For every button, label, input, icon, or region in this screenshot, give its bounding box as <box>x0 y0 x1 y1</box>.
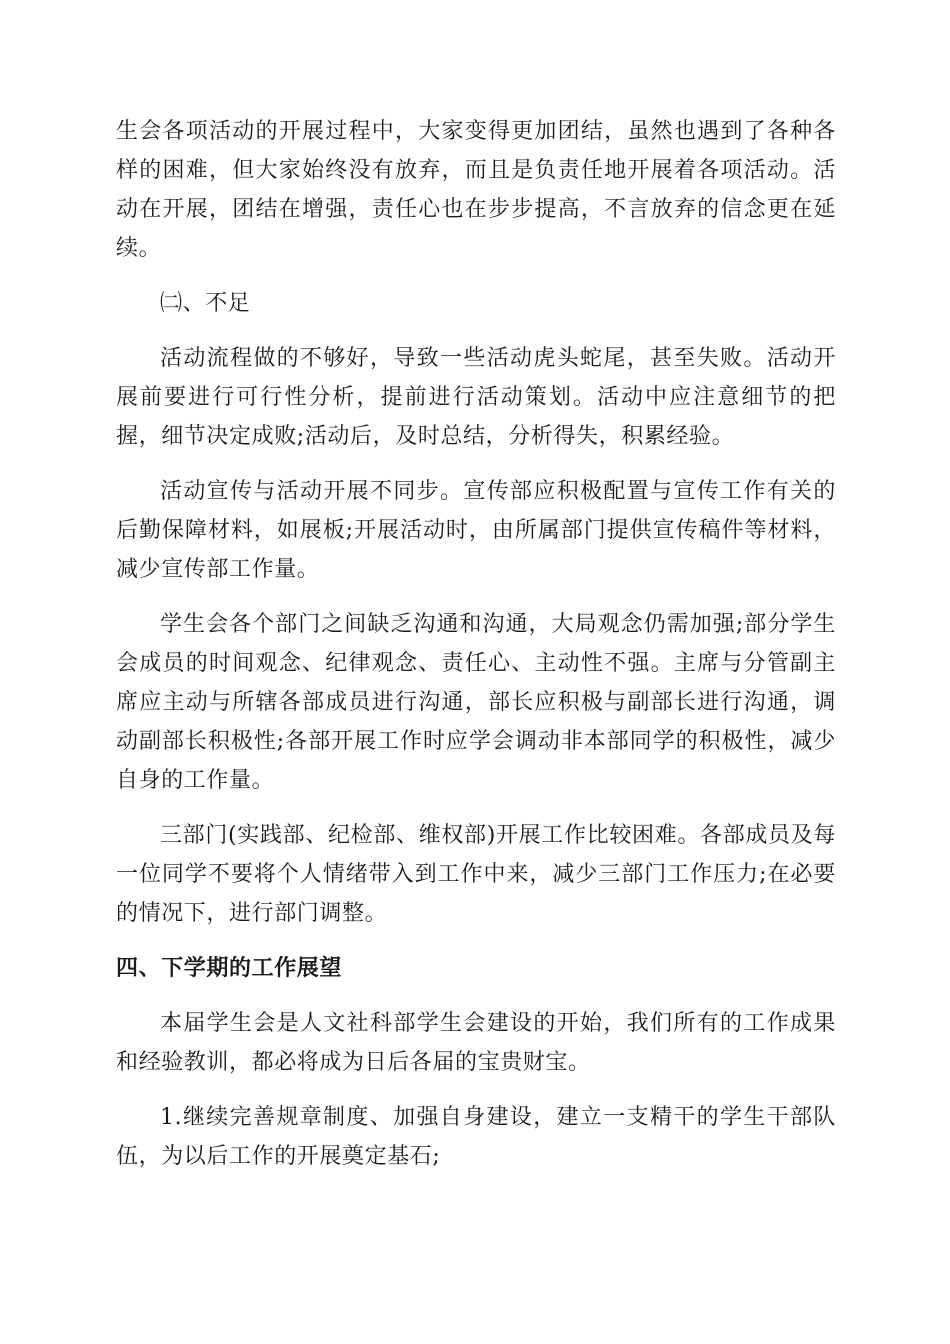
section-heading-outlook: 四、下学期的工作展望 <box>116 956 343 981</box>
paragraph-activity-process: 活动流程做的不够好，导致一些活动虎头蛇尾，甚至失败。活动开展前要进行可行性分析，提前进行活动策划。活动中应注意细节的把握，细节决定成败;活动后，及时总结，分析得失，积累经验。 <box>116 346 836 449</box>
paragraph-communication: 学生会各个部门之间缺乏沟通和沟通，大局观念仍需加强;部分学生会成员的时间观念、纪律观念、责任心、主动性不强。主席与分管副主席应主动与所辖各部成员进行沟通，部长应积极与副部长进行沟通，调动副部长积极性;各部开展工作时应学会调动非本部同学的积极性，减少自身的工作量。 <box>116 612 836 793</box>
subheading-shortcomings: ㈡、不足 <box>160 291 251 316</box>
paragraph-publicity: 活动宣传与活动开展不同步。宣传部应积极配置与宣传工作有关的后勤保障材料，如展板;开展活动时，由所属部门提供宣传稿件等材料，减少宣传部工作量。 <box>116 479 836 582</box>
document-body <box>116 112 836 1192</box>
paragraph-continuation: 生会各项活动的开展过程中，大家变得更加团结，虽然也遇到了各种各样的困难，但大家始终没有放弃，而且是负责任地开展着各项活动。活动在开展，团结在增强，责任心也在步步提高，不言放弃的信念更在延续。 <box>116 119 836 261</box>
list-item-1: 1.继续完善规章制度、加强自身建设，建立一支精干的学生干部队伍，为以后工作的开展奠定基石; <box>116 1105 836 1169</box>
paragraph-outlook-intro: 本届学生会是人文社科部学生会建设的开始，我们所有的工作成果和经验教训，都必将成为日后各届的宝贵财宝。 <box>116 1011 836 1075</box>
paragraph-three-departments: 三部门(实践部、纪检部、维权部)开展工作比较困难。各部成员及每一位同学不要将个人情绪带入到工作中来，减少三部门工作压力;在必要的情况下，进行部门调整。 <box>116 823 836 926</box>
